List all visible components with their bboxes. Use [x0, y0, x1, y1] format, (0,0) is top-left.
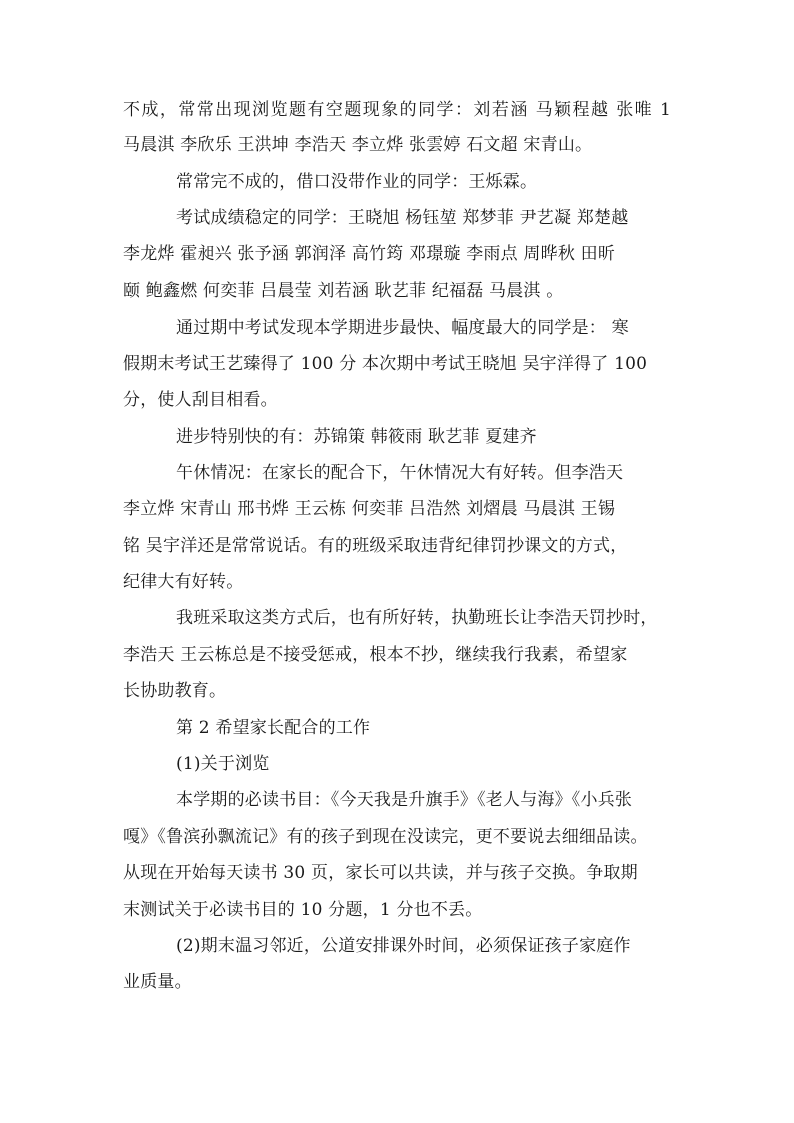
text-line: 考试成绩稳定的同学：王晓旭 杨钰堃 郑梦菲 尹艺凝 郑楚越: [176, 208, 629, 228]
section-heading: 第 2 希望家长配合的工作: [176, 718, 371, 738]
text-line: 通过期中考试发现本学期进步最快、幅度最大的同学是： 寒: [176, 318, 629, 338]
text-line: 铭 吴宇洋还是常常说话。有的班级采取违背纪律罚抄课文的方式，: [123, 536, 628, 556]
text-line: 不成，常常出现浏览题有空题现象的同学：刘若涵 马颖程越 张唯 1: [123, 100, 671, 120]
text-line: 李立烨 宋青山 邢书烨 王云栋 何奕菲 吕浩然 刘熠晨 马晨淇 王锡: [123, 499, 616, 519]
text-line: 颐 鲍鑫燃 何奕菲 吕晨莹 刘若涵 耿艺菲 纪福磊 马晨淇 。: [123, 281, 564, 301]
text-line: 我班采取这类方式后，也有所好转，执勤班长让李浩天罚抄时，: [176, 608, 658, 628]
text-line: 本学期的必读书目：《今天我是升旗手》《老人与海》《小兵张: [176, 790, 633, 810]
text-line: 李龙烨 霍昶兴 张予涵 郭润泽 高竹筠 邓璟璇 李雨点 周晔秋 田昕: [123, 244, 616, 264]
text-line: 常常完不成的，借口没带作业的同学：王烁霖。: [176, 172, 538, 192]
text-line: 假期末考试王艺臻得了 100 分 本次期中考试王晓旭 吴宇洋得了 100: [123, 354, 648, 374]
text-line: 从现在开始每天读书 30 页，家长可以共读，并与孩子交换。争取期: [123, 863, 638, 883]
text-line: 李浩天 王云栋总是不接受惩戒，根本不抄，继续我行我素，希望家: [123, 645, 628, 665]
text-line: 分，使人刮目相看。: [123, 390, 278, 410]
text-line: 嘎》《鲁滨孙飘流记》有的孩子到现在没读完，更不要说去细细品读。: [123, 827, 648, 847]
text-line: 长协助教育。: [123, 681, 227, 701]
text-line: 业质量。: [123, 972, 192, 992]
subsection-heading: (1)关于浏览: [176, 754, 270, 774]
text-line: (2)期末温习邻近，公道安排课外时间，必须保证孩子家庭作: [176, 936, 631, 956]
text-line: 马晨淇 李欣乐 王洪坤 李浩天 李立烨 张雲婷 石文超 宋青山。: [123, 135, 593, 155]
text-line: 进步特别快的有：苏锦策 韩筱雨 耿艺菲 夏建齐: [176, 427, 537, 447]
text-line: 末测试关于必读书目的 10 分题，1 分也不丢。: [123, 900, 483, 920]
text-line: 纪律大有好转。: [123, 572, 244, 592]
text-line: 午休情况：在家长的配合下，午休情况大有好转。但李浩天: [176, 463, 624, 483]
